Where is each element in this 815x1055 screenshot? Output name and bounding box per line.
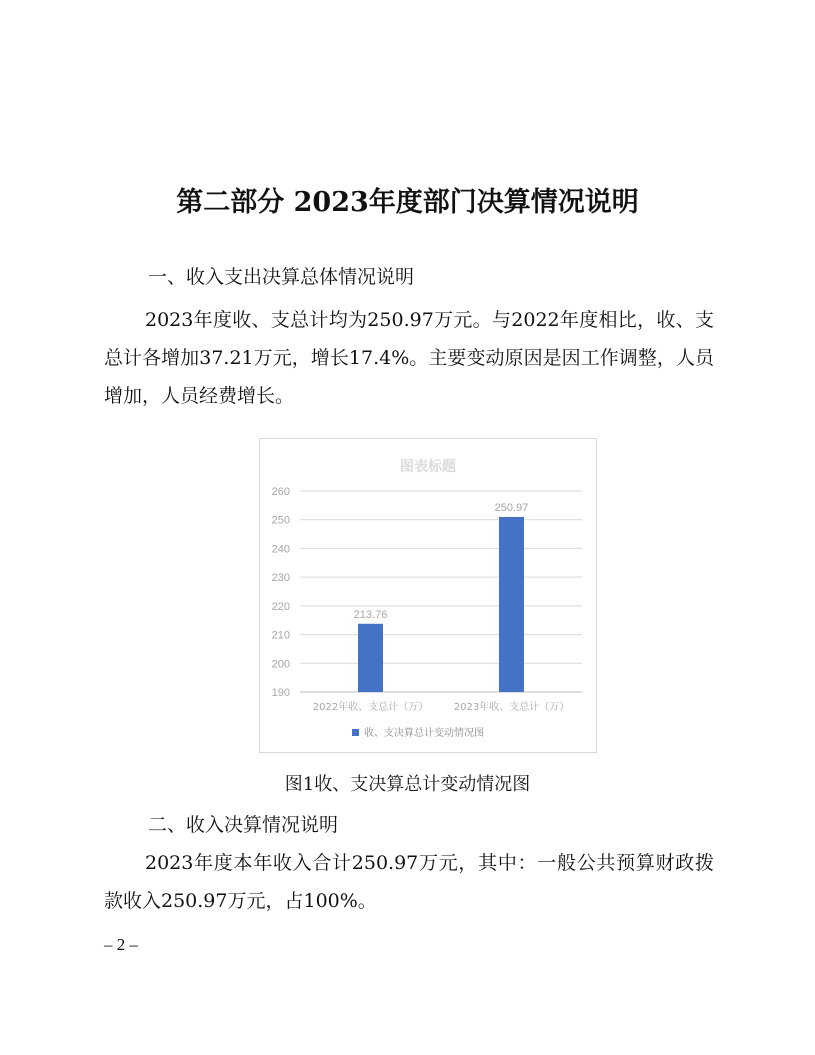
chart-svg — [260, 439, 596, 752]
bar-chart — [259, 438, 597, 753]
y-tick-label: 230 — [271, 572, 290, 585]
section-paragraph-income: 2023年度本年收入合计250.97万元，其中：一般公共预算财政拨款收入250.97万元，占100%。 — [104, 852, 714, 912]
y-tick-label: 200 — [271, 658, 290, 671]
bar — [499, 517, 524, 692]
category-label: 2023年收、支总计（万） — [453, 702, 570, 713]
chart-title: 图表标题 — [400, 459, 456, 475]
y-tick-label: 190 — [271, 687, 290, 699]
y-tick-label: 250 — [271, 514, 290, 527]
figure-caption: 图1收、支决算总计变动情况图 — [284, 774, 531, 795]
bar — [358, 624, 383, 692]
section-heading-income-expense: 一、收入支出决算总体情况说明 — [148, 266, 415, 288]
page-title: 第二部分 2023年度部门决算情况说明 — [176, 187, 639, 218]
y-tick-label: 210 — [271, 629, 290, 642]
legend-swatch — [352, 729, 359, 736]
section-heading-income: 二、收入决算情况说明 — [148, 814, 339, 836]
data-label: 250.97 — [494, 501, 529, 514]
y-tick-label: 260 — [271, 486, 290, 498]
section-paragraph-income-expense: 2023年度收、支总计均为250.97万元。与2022年度相比，收、支总计各增加37.21万元，增长17.4%。主要变动原因是因工作调整，人员增加，人员经费增长。 — [104, 309, 714, 407]
y-tick-label: 240 — [271, 543, 290, 556]
category-label: 2022年收、支总计（万） — [312, 702, 429, 713]
y-tick-label: 220 — [271, 600, 290, 613]
legend-label: 收、支决算总计变动情况图 — [364, 728, 484, 739]
page-number: – 2 – — [104, 935, 138, 954]
data-label: 213.76 — [353, 608, 388, 621]
